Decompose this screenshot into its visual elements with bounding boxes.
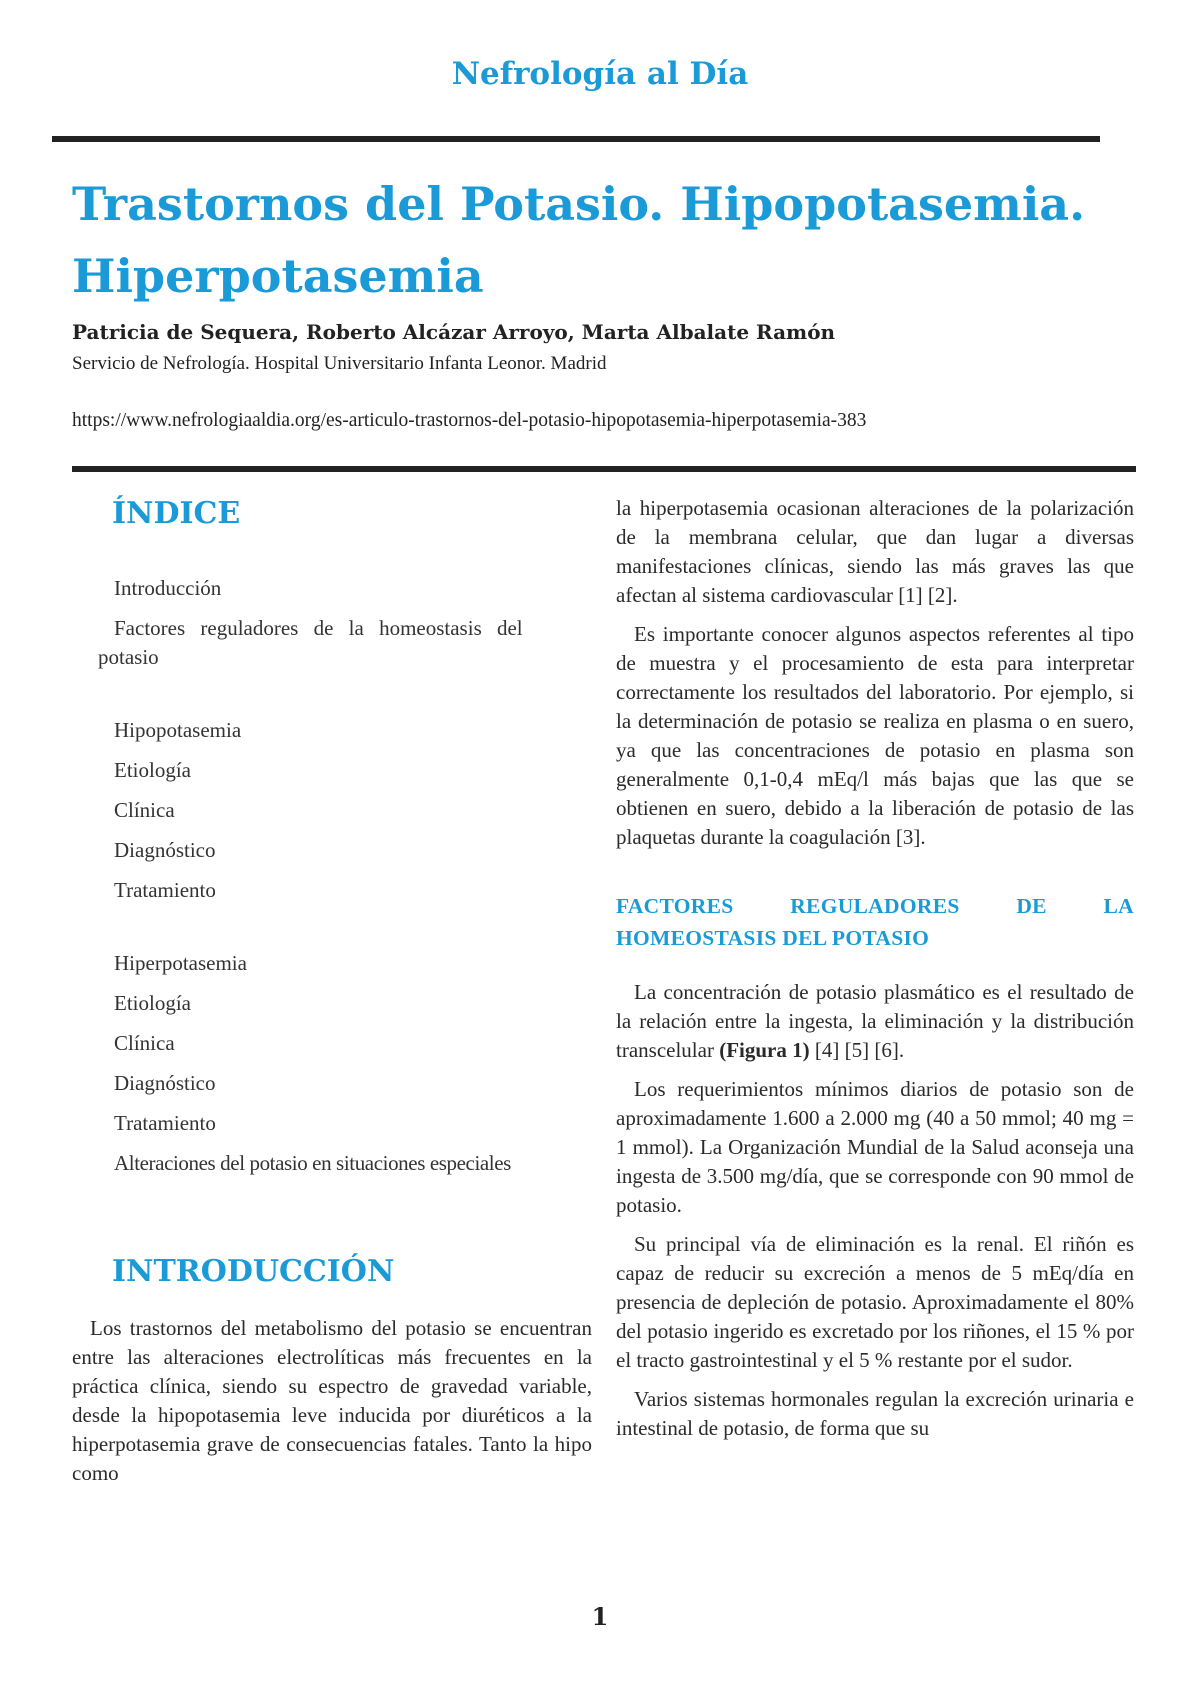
toc-item-factores[interactable] bbox=[72, 614, 592, 672]
header-rule bbox=[52, 136, 1100, 142]
toc-item-hipo-tratamiento[interactable]: Tratamiento bbox=[114, 878, 216, 902]
toc-item-situaciones-especiales[interactable]: Alteraciones del potasio en situaciones especiales bbox=[114, 1151, 511, 1175]
toc-item-hiper-clinica[interactable]: Clínica bbox=[114, 1031, 175, 1055]
article-affiliation: Servicio de Nefrología. Hospital Universitario Infanta Leonor. Madrid bbox=[72, 353, 607, 374]
toc-item-hiper-etiologia[interactable]: Etiología bbox=[114, 991, 191, 1015]
article-authors: Patricia de Sequera, Roberto Alcázar Arroyo, Marta Albalate Ramón bbox=[72, 320, 836, 344]
article-url[interactable]: https://www.nefrologiaaldia.org/es-articulo-trastornos-del-potasio-hipopotasemia-hiperpotasemia-383 bbox=[72, 410, 867, 431]
toc-item-hiperpotasemia[interactable]: Hiperpotasemia bbox=[114, 951, 247, 975]
index-title: ÍNDICE bbox=[112, 496, 241, 531]
body-paragraph-1: la hiperpotasemia ocasionan alteraciones de la polarización de la membrana celular, que dan lugar a diversas manifestaciones clínicas, siendo las más graves las que afectan al sistema cardiovascular [1] [2]. bbox=[616, 496, 1134, 607]
body-paragraph-5: Su principal vía de eliminación es la renal. El riñón es capaz de reducir su excreción a menos de 5 mEq/día en presencia de depleción de potasio. Aproximadamente el 80% del potasio ingerido es excretado por los riñones, el 15 % por el tracto gastrointestinal y el 5 % restante por el sudor. bbox=[616, 1232, 1134, 1372]
toc-item-hiper-tratamiento[interactable]: Tratamiento bbox=[114, 1111, 216, 1135]
intro-heading: INTRODUCCIÓN bbox=[112, 1254, 395, 1289]
left-column bbox=[72, 494, 592, 1498]
intro-paragraph: Los trastornos del metabolismo del potasio se encuentran entre las alteraciones electrolíticas más frecuentes en la práctica clínica, siendo su espectro de gravedad variable, desde la hipopotasemia leve inducida por diuréticos a la hiperpotasemia grave de consecuencias fatales. Tanto la hipo como bbox=[72, 1316, 592, 1485]
toc-item-hiper-diagnostico[interactable]: Diagnóstico bbox=[114, 1071, 216, 1095]
toc-item-factores-line2: potasio bbox=[98, 645, 159, 669]
page-number: 1 bbox=[591, 1602, 609, 1631]
body-paragraph-3 bbox=[616, 978, 1134, 1065]
body-paragraph-6: Varios sistemas hormonales regulan la excreción urinaria e intestinal de potasio, de forma que su bbox=[616, 1387, 1134, 1440]
right-column bbox=[616, 494, 1134, 1453]
body-paragraph-3-refs: [4] [5] [6]. bbox=[809, 1038, 905, 1062]
toc-item-hipopotasemia[interactable]: Hipopotasemia bbox=[114, 718, 242, 742]
toc-item-hipo-diagnostico[interactable]: Diagnóstico bbox=[114, 838, 216, 862]
section-heading-factores: FACTORES REGULADORES DE LA HOMEOSTASIS DEL POTASIO bbox=[616, 894, 1134, 950]
table-of-contents bbox=[72, 574, 592, 1178]
article-title: Trastornos del Potasio. Hipopotasemia. Hiperpotasemia bbox=[72, 177, 1086, 303]
body-paragraph-2: Es importante conocer algunos aspectos referentes al tipo de muestra y el procesamiento de esta para interpretar correctamente los resultados del laboratorio. Por ejemplo, si la determinación de potasio se realiza en plasma o en suero, ya que las concentraciones de potasio en plasma son generalmente 0,1-0,4 mEq/l más bajas que las que se obtienen en suero, debido a la liberación de potasio de las plaquetas durante la coagulación [3]. bbox=[616, 622, 1134, 849]
body-paragraph-4: Los requerimientos mínimos diarios de potasio son de aproximadamente 1.600 a 2.000 mg (40 a 50 mmol; 40 mg = 1 mmol). La Organización Mundial de la Salud aconseja una ingesta de 3.500 mg/día, que se corresponde con 90 mmol de potasio. bbox=[616, 1077, 1134, 1217]
body-paragraph-3-text: La concentración de potasio plasmático es el resultado de la relación entre la ingesta, la eliminación y la distribución transcelular bbox=[616, 980, 1134, 1062]
journal-name: Nefrología al Día bbox=[451, 56, 749, 92]
toc-item-introduccion[interactable]: Introducción bbox=[114, 576, 222, 600]
toc-item-hipo-clinica[interactable]: Clínica bbox=[114, 798, 175, 822]
toc-item-hipo-etiologia[interactable]: Etiología bbox=[114, 758, 191, 782]
toc-item-factores-line1: Factores reguladores de la homeostasis del bbox=[114, 616, 523, 640]
figure-1-ref[interactable]: (Figura 1) bbox=[719, 1038, 810, 1062]
section-rule bbox=[72, 466, 1136, 472]
